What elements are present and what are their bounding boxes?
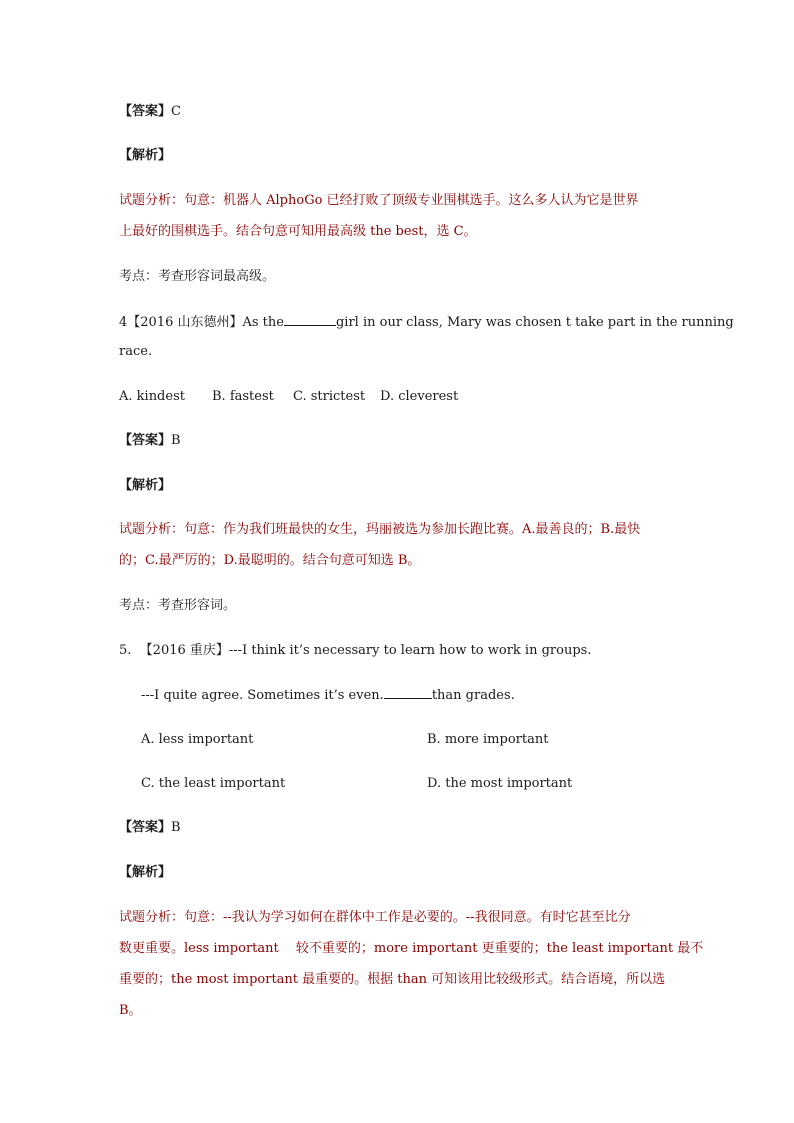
q5-analysis-line-3: 重要的；the most important 最重要的。根据 than 可知该用比较级形式。结合语境，所以选	[119, 972, 666, 987]
q5-option-b: B. more important	[427, 732, 549, 747]
q4-stem-prefix: 4【2016 山东德州】As the	[119, 315, 284, 330]
q4-analysis-label: 【解析】	[119, 478, 172, 493]
q4-analysis-line-2: 的；C.最严厉的；D.最聪明的。结合句意可知选 B。	[119, 553, 421, 568]
q4-option-b: B. fastest	[212, 389, 274, 404]
q5-blank	[384, 686, 432, 699]
q5-stem-text: 【2016 重庆】---I think it’s necessary to learn how to work in groups.	[139, 643, 592, 658]
q4-analysis-line-1: 试题分析：句意：作为我们班最快的女生，玛丽被选为参加长跑比赛。A.最善良的；B.最快	[119, 522, 641, 537]
q3-analysis-line-2: 上最好的围棋选手。结合句意可知用最高级 the best，选 C。	[119, 224, 477, 239]
q4-option-d: D. cleverest	[380, 389, 459, 404]
q5-stem	[119, 642, 591, 660]
q5-option-d: D. the most important	[427, 776, 573, 791]
q4-stem-rest: girl in our class, Mary was chosen t take part in the running	[335, 315, 734, 330]
q4-option-a: A. kindest	[119, 389, 185, 404]
q5-number: 5.	[119, 643, 132, 658]
q4-stem	[119, 313, 734, 332]
answer-label: 【答案】	[119, 104, 172, 119]
q4-blank	[284, 313, 336, 326]
q3-analysis-line-1: 试题分析：句意：机器人 AlphoGo 已经打败了顶级专业围棋选手。这么多人认为它是世界	[119, 193, 639, 208]
q5-option-c: C. the least important	[141, 776, 286, 791]
q5-analysis-label: 【解析】	[119, 865, 172, 880]
q3-answer	[119, 103, 181, 121]
q4-point: 考点：考查形容词。	[119, 598, 237, 613]
q5-reply	[141, 686, 515, 705]
q4-option-c: C. strictest	[293, 389, 366, 404]
answer-value: C	[171, 104, 181, 119]
answer-label: 【答案】	[119, 433, 172, 448]
answer-value: B	[171, 433, 181, 448]
q5-analysis-line-2: 数更重要。less important 较不重要的；more important 更重要的；the least important 最不	[119, 941, 704, 956]
q5-option-a: A. less important	[141, 732, 254, 747]
q3-point: 考点：考查形容词最高级。	[119, 269, 276, 284]
q5-answer	[119, 819, 181, 837]
q4-answer	[119, 432, 181, 450]
q5-reply-after: than grades.	[431, 688, 515, 703]
q5-reply-before: ---I quite agree. Sometimes it’s even.	[141, 688, 384, 703]
answer-label: 【答案】	[119, 820, 172, 835]
answer-value: B	[171, 820, 181, 835]
q4-stem-line-2: race.	[119, 344, 153, 359]
q5-analysis-line-1: 试题分析：句意：--我认为学习如何在群体中工作是必要的。--我很同意。有时它甚至比分	[119, 910, 631, 925]
q5-analysis-line-4: B。	[119, 1003, 142, 1018]
q3-analysis-label: 【解析】	[119, 148, 172, 163]
